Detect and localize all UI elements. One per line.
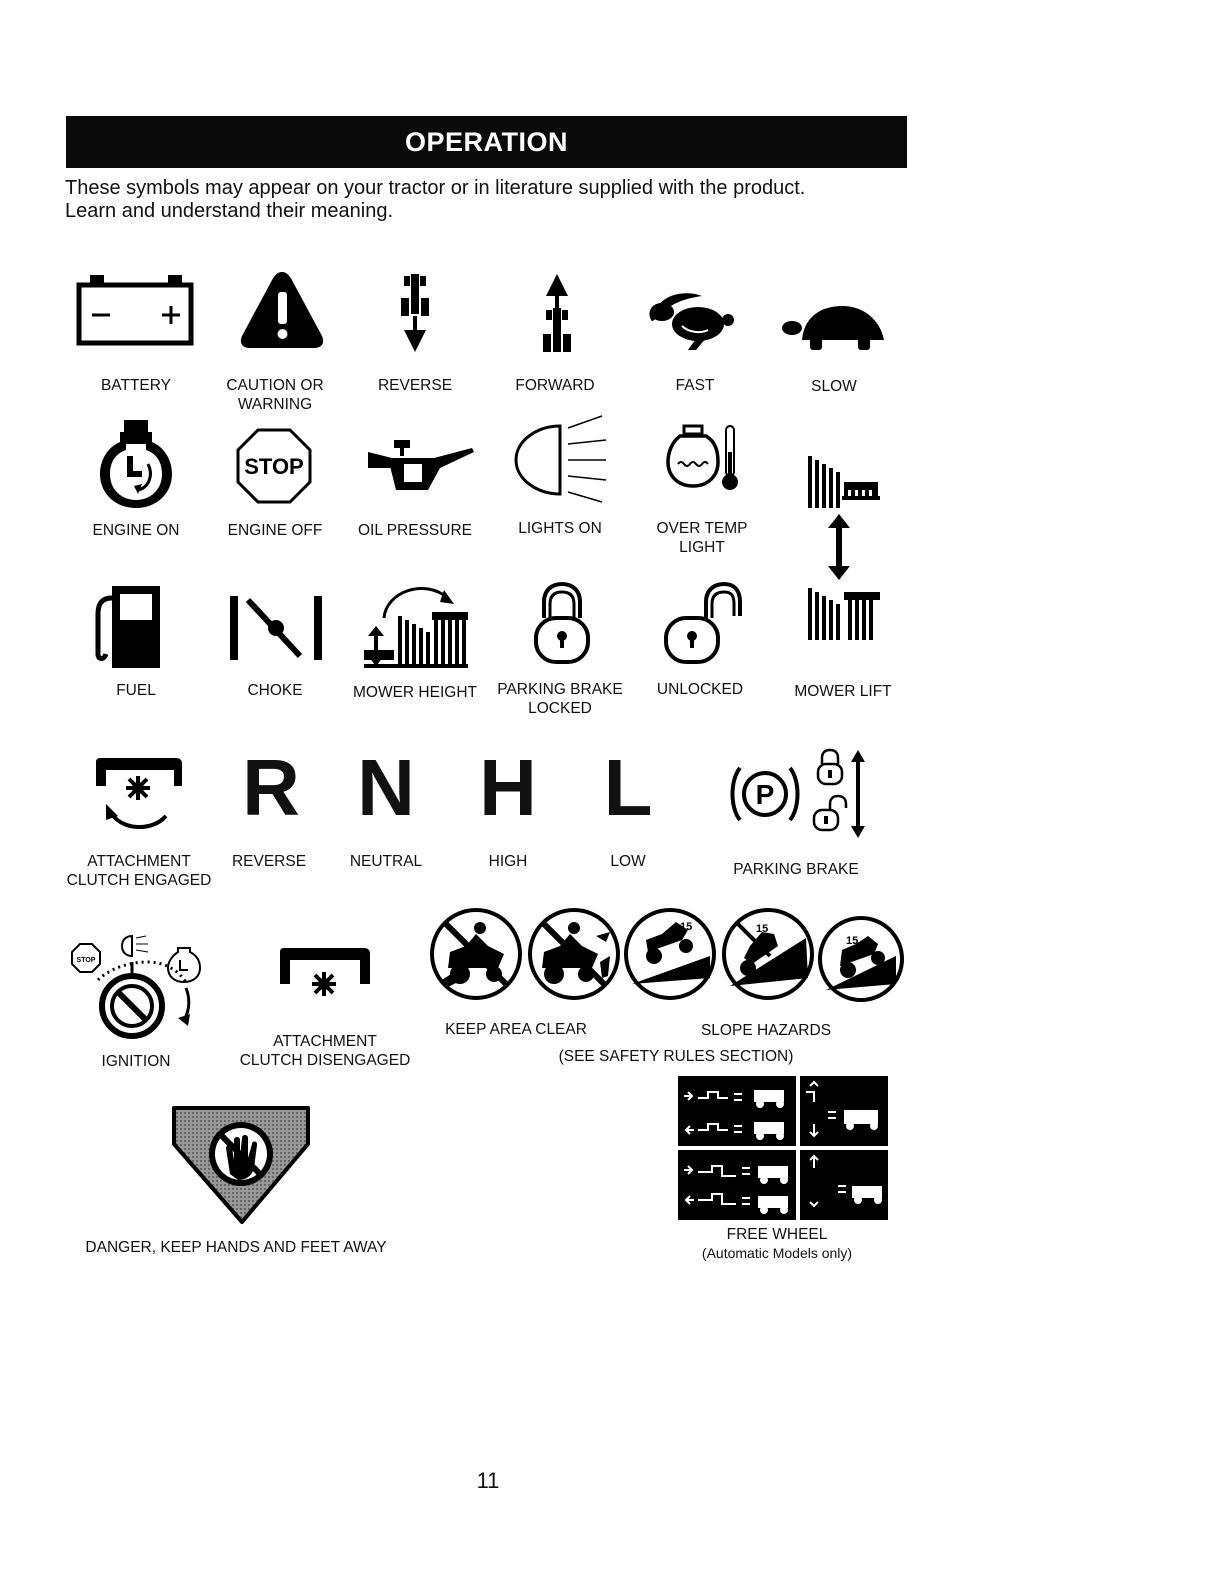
label-caution: CAUTION OR WARNING: [226, 377, 324, 413]
keep-area-clear-icon-2: [526, 906, 622, 1002]
turtle-icon: [780, 300, 888, 352]
slope-angle-2: 15: [756, 923, 769, 935]
label-reverse: REVERSE: [377, 377, 453, 394]
label-over-temp: OVER TEMP LIGHT: [656, 520, 748, 556]
label-battery: BATTERY: [100, 377, 172, 394]
label-engine-off: ENGINE OFF: [227, 522, 323, 539]
label-ignition: IGNITION: [101, 1053, 171, 1070]
slope-hazard-icon-1: [622, 906, 718, 1002]
label-oil-pressure: OIL PRESSURE: [358, 522, 472, 539]
gear-neutral-letter: N: [357, 743, 415, 832]
label-lights-on: LIGHTS ON: [518, 520, 602, 537]
label-parking-brake-locked: PARKING BRAKE LOCKED: [497, 681, 623, 717]
stop-sign-icon: [236, 428, 312, 504]
label-see-safety: (SEE SAFETY RULES SECTION): [558, 1048, 794, 1065]
over-temp-icon: [666, 424, 746, 494]
keep-area-clear-icon-1: [428, 906, 524, 1002]
label-attachment-engaged: ATTACHMENT CLUTCH ENGAGED: [66, 853, 212, 889]
mower-up-icon: [804, 452, 880, 508]
label-fuel: FUEL: [116, 682, 156, 699]
gear-reverse-letter: R: [242, 743, 300, 832]
label-keep-area-clear: KEEP AREA CLEAR: [445, 1021, 587, 1038]
label-forward: FORWARD: [515, 377, 595, 394]
up-down-arrow-icon: [826, 514, 852, 580]
label-engine-on: ENGINE ON: [92, 522, 180, 539]
warning-triangle-icon: [238, 270, 326, 350]
label-slow: SLOW: [811, 378, 857, 395]
slope-hazard-icon-2: [720, 906, 816, 1002]
attachment-disengaged-icon: [276, 944, 374, 1006]
label-unlocked: UNLOCKED: [656, 681, 744, 698]
label-choke: CHOKE: [247, 682, 303, 699]
rabbit-icon: [648, 290, 738, 352]
choke-icon: [228, 594, 324, 662]
gear-low-letter: L: [603, 743, 653, 832]
label-attachment-disengaged: ATTACHMENT CLUTCH DISENGAGED: [239, 1033, 411, 1069]
page-number: 11: [476, 1468, 500, 1493]
slope-angle-3: 15: [846, 935, 859, 947]
parking-p-letter: P: [755, 779, 775, 810]
label-parking-brake: PARKING BRAKE: [733, 861, 859, 878]
label-free-wheel: FREE WHEEL (Automatic Models only): [701, 1226, 853, 1261]
fuel-pump-icon: [92, 584, 164, 670]
slope-angle-1: 15: [680, 921, 693, 933]
forward-arrow-icon: [538, 272, 576, 356]
label-fast: FAST: [675, 377, 715, 394]
headlight-icon: [510, 410, 610, 506]
parking-brake-icon: [728, 748, 868, 840]
padlock-locked-icon: [532, 580, 592, 666]
intro-text: [65, 177, 925, 223]
label-mower-height: MOWER HEIGHT: [353, 684, 477, 701]
ignition-switch-icon: [70, 932, 204, 1042]
slope-hazard-icon-3: [816, 914, 906, 1004]
battery-icon: [76, 275, 196, 347]
reverse-arrow-icon: [396, 272, 434, 356]
intro-line-2: Learn and understand their meaning.: [65, 200, 394, 222]
label-gear-reverse: REVERSE: [231, 853, 307, 870]
ignition-stop-text: STOP: [76, 957, 96, 964]
stop-sign-text: STOP: [244, 454, 304, 479]
mower-down-icon: [804, 586, 880, 640]
label-high: HIGH: [488, 853, 528, 870]
label-slope-hazards: SLOPE HAZARDS: [700, 1022, 832, 1039]
label-danger: DANGER, KEEP HANDS AND FEET AWAY: [85, 1239, 387, 1256]
label-mower-lift: MOWER LIFT: [794, 683, 892, 700]
mower-height-icon: [364, 578, 470, 668]
free-wheel-diagram-icon: [678, 1076, 888, 1220]
padlock-unlocked-icon: [662, 580, 744, 666]
attachment-engaged-icon: [92, 754, 186, 836]
danger-hand-icon: [168, 1104, 314, 1226]
label-low: LOW: [610, 853, 646, 870]
section-title: OPERATION: [66, 116, 907, 168]
intro-line-1: These symbols may appear on your tractor or in literature supplied with the product.: [65, 177, 806, 199]
gear-high-letter: H: [479, 743, 537, 832]
engine-on-icon: [96, 418, 176, 510]
label-neutral: NEUTRAL: [349, 853, 423, 870]
oil-can-icon: [364, 438, 476, 496]
